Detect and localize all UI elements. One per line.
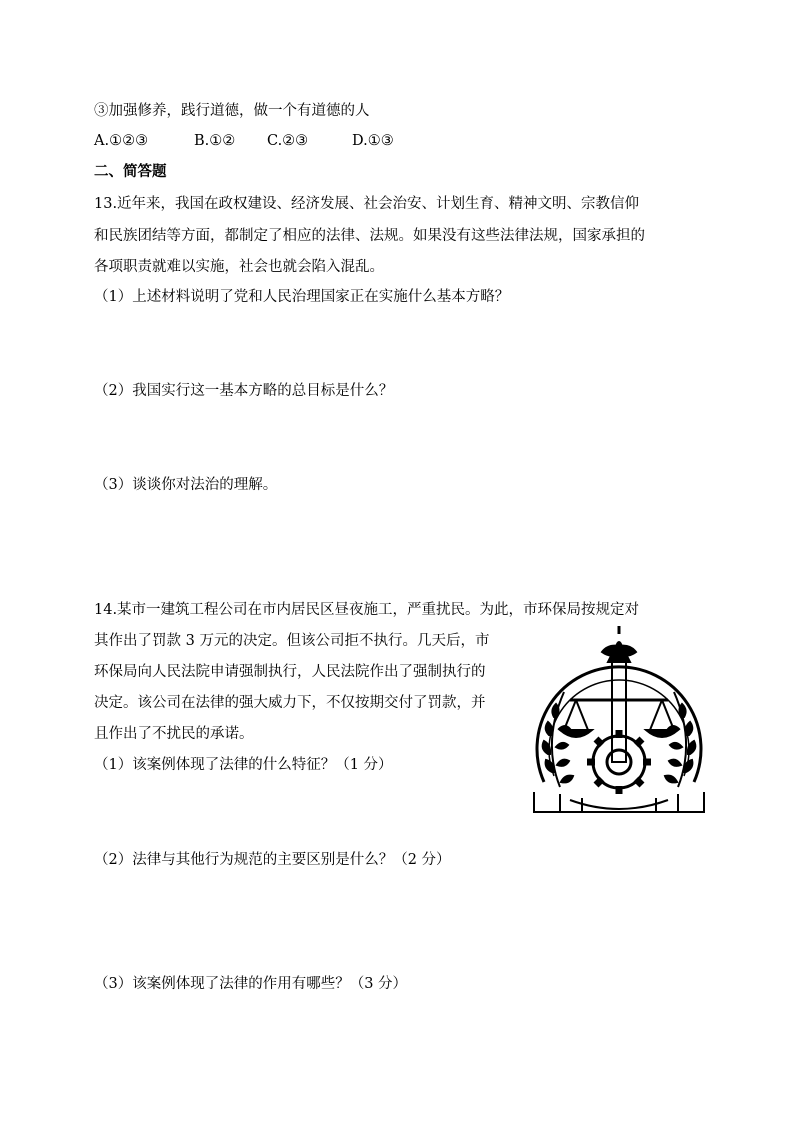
q13-subquestion-1: （1）上述材料说明了党和人民治理国家正在实施什么基本方略？ — [94, 289, 510, 305]
option-d: D.①③ — [352, 133, 394, 149]
q14-text-line-1: 14.某市一建筑工程公司在市内居民区昼夜施工，严重扰民。为此，市环保局按规定对 — [94, 602, 640, 618]
q14-text-line-4: 决定。该公司在法律的强大威力下，不仅按期交付了罚款，并 — [94, 695, 486, 711]
option-item-3: ③加强修养，践行道德，做一个有道德的人 — [94, 103, 370, 119]
q14-text-line-2: 其作出了罚款 3 万元的决定。但该公司拒不执行。几天后，市 — [94, 633, 490, 649]
q14-subquestion-3: （3）该案例体现了法律的作用有哪些？（3 分） — [94, 976, 408, 992]
answer-options — [94, 131, 394, 151]
q14-subquestion-1: （1）该案例体现了法律的什么特征？（1 分） — [94, 757, 393, 773]
q13-text-line-2: 和民族团结等方面，都制定了相应的法律、法规。如果没有这些法律法规，国家承担的 — [94, 228, 645, 244]
q13-subquestion-2: （2）我国实行这一基本方略的总目标是什么？ — [94, 383, 394, 399]
q14-text-line-5: 且作出了不扰民的承诺。 — [94, 726, 254, 742]
q13-text-line-3: 各项职责就难以实施，社会也就会陷入混乱。 — [94, 259, 384, 275]
q13-subquestion-3: （3）谈谈你对法治的理解。 — [94, 477, 278, 493]
q14-text-line-3: 环保局向人民法院申请强制执行，人民法院作出了强制执行的 — [94, 664, 486, 680]
section-heading: 二、简答题 — [94, 164, 167, 180]
option-c: C.②③ — [267, 133, 309, 149]
court-emblem-image — [530, 622, 708, 814]
q14-subquestion-2: （2）法律与其他行为规范的主要区别是什么？（2 分） — [94, 852, 451, 868]
q13-text-line-1: 13.近年来，我国在政权建设、经济发展、社会治安、计划生育、精神文明、宗教信仰 — [94, 196, 640, 212]
option-a: A.①②③ — [94, 133, 149, 149]
option-b: B.①② — [194, 133, 236, 149]
